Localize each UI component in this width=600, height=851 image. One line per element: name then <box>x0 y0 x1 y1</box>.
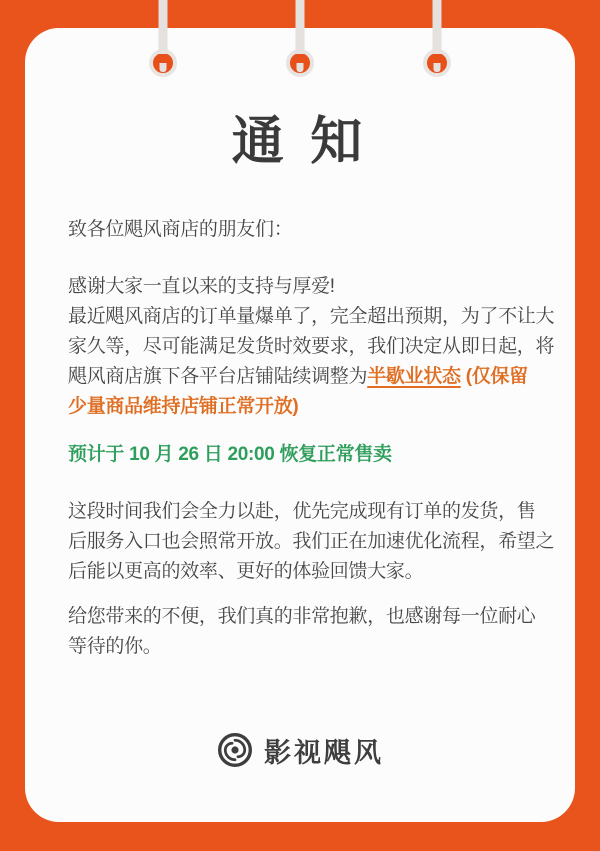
pin-tip <box>434 63 441 72</box>
status-note-start: (仅保留 <box>460 366 528 387</box>
pin-bar <box>159 0 168 54</box>
pin-tip <box>160 63 167 72</box>
salutation-line: 致各位飓风商店的朋友们： <box>68 219 293 240</box>
pin-bar <box>433 0 442 54</box>
status-note-end: 少量商品维持店铺正常开放) <box>68 396 299 417</box>
notice-title: 通 知 <box>231 113 369 171</box>
status-line <box>68 362 532 392</box>
body-line: 等待的你。 <box>68 636 162 657</box>
resume-date-line: 预计于 10 月 26 日 20:00 恢复正常售卖 <box>68 444 392 465</box>
binder-pin <box>149 0 177 82</box>
commitment-paragraph <box>68 497 555 587</box>
body-line: 这段时间我们会全力以赴，优先完成现有订单的发货，售 <box>68 501 536 522</box>
body-line: 感谢大家一直以来的支持与厚爱! <box>68 276 335 297</box>
apology-paragraph <box>68 602 536 662</box>
body-line: 给您带来的不便，我们真的非常抱歉，也感谢每一位耐心 <box>68 606 536 627</box>
brand-name: 影视飓风 <box>264 737 384 768</box>
body-line: 后能以更高的效率、更好的体验回馈大家。 <box>68 561 424 582</box>
pin-tip <box>297 63 304 72</box>
binder-pin <box>286 0 314 82</box>
body-line: 后服务入口也会照常开放。我们正在加速优化流程，希望之 <box>68 531 555 552</box>
body-line: 最近飓风商店的订单量爆单了，完全超出预期，为了不让大 <box>68 306 555 327</box>
status-highlight: 半歇业状态 <box>367 366 461 387</box>
status-prefix: 飓风商店旗下各平台店铺陆续调整为 <box>68 366 368 387</box>
body-line: 家久等，尽可能满足发货时效要求，我们决定从即日起，将 <box>68 336 555 357</box>
binder-pin <box>423 0 451 82</box>
brand-logo <box>25 728 575 772</box>
opening-paragraph <box>68 272 555 422</box>
pin-bar <box>296 0 305 54</box>
notice-card <box>25 28 575 822</box>
hurricane-logo-icon <box>216 731 254 769</box>
